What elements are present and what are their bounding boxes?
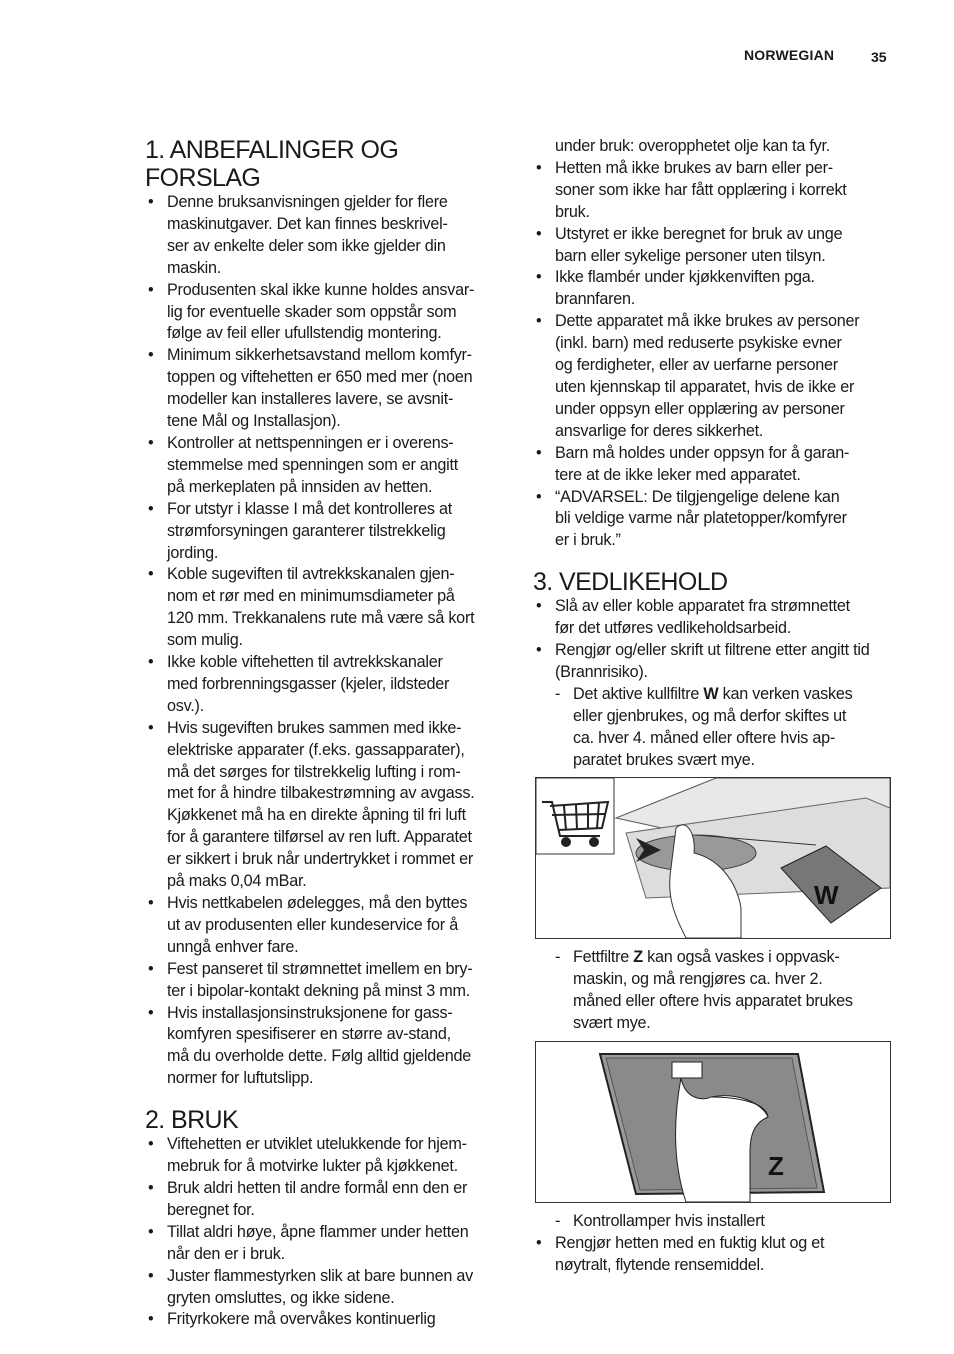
- bullet-marker: •: [148, 959, 154, 978]
- dash2-line: svært mye.: [573, 1014, 651, 1033]
- bullet-line: Ikke flambér under kjøkkenviften pga.: [555, 268, 815, 287]
- dash2-pre: Fettfiltre: [573, 948, 634, 967]
- bullet-item: [533, 443, 893, 487]
- bullet-line: på merkeplaten på innsiden av hetten.: [167, 477, 433, 496]
- bullet-line: maskinutgaver. Det kan finnes beskrivel-: [167, 214, 448, 233]
- bullet-line: Kontroller at nettspenningen er i overens-: [167, 433, 454, 452]
- dash2-post: kan også vaskes i oppvask-: [642, 948, 840, 967]
- bullet-item: [145, 893, 505, 959]
- bullet-line: Utstyret er ikke beregnet for bruk av unge: [555, 224, 843, 243]
- bullet-line: Tillat aldri høye, åpne flammer under hetten: [167, 1222, 469, 1241]
- dash1-line: paratet brukes svært mye.: [573, 750, 755, 769]
- last-line: nøytralt, flytende rensemiddel.: [555, 1255, 765, 1274]
- header-language: NORWEGIAN: [744, 47, 835, 63]
- section-1-list: [145, 192, 505, 1090]
- bullet-line: for å garantere tilførsel av ren luft. Apparatet: [167, 828, 472, 847]
- bullet-marker: •: [148, 433, 154, 452]
- bullet-marker: •: [148, 1178, 154, 1197]
- bullet-line: strømforsyningen garanterer tilstrekkelig: [167, 521, 446, 540]
- dash1-line: ca. hver 4. måned eller oftere hvis ap-: [573, 728, 835, 747]
- bullet-marker: •: [148, 1003, 154, 1022]
- bullet-item: [533, 311, 893, 442]
- bullet-line: Kjøkkenet må ha en direkte åpning til fri luft: [167, 806, 466, 825]
- bullet-item: [145, 1134, 505, 1178]
- bullet-item: [145, 345, 505, 433]
- section-2-title: 2. BRUK: [145, 1106, 239, 1135]
- dash1-bold: W: [703, 684, 719, 703]
- bullet-item: [145, 499, 505, 565]
- bullet-line: lig for eventuelle skader som oppstår som: [167, 302, 457, 321]
- bullet-line: maskin.: [167, 258, 222, 277]
- bullet-marker: •: [148, 1135, 154, 1154]
- bullet-item: [145, 1266, 505, 1310]
- bullet-line: ansvarlige for deres sikkerhet.: [555, 421, 764, 440]
- dash3-text: Kontrollamper hvis installert: [573, 1212, 765, 1231]
- dash2-bold: Z: [633, 948, 643, 967]
- bullet-line: beregnet for.: [167, 1200, 255, 1219]
- dash1-post: kan verken vaskes: [718, 684, 853, 703]
- bullet-line: Denne bruksanvisningen gjelder for flere: [167, 193, 448, 211]
- bullet-line: (Brannrisiko).: [555, 662, 648, 681]
- bullet-line: under oppsyn eller opplæring av personer: [555, 399, 845, 418]
- bullet-marker: •: [148, 653, 154, 672]
- bullet-line: når den er i bruk.: [167, 1244, 285, 1263]
- bullet-marker: •: [536, 443, 542, 462]
- dash-item-control-lamps: - Kontrollamper hvis installert: [555, 1212, 765, 1231]
- bullet-line: bli veldige varme når platetopper/komfyrer: [555, 509, 847, 528]
- bullet-item: [533, 267, 893, 311]
- bullet-line: Rengjør og/eller skrift ut filtrene etter angitt tid: [555, 641, 870, 660]
- bullet-marker: •: [536, 641, 542, 660]
- bullet-line: følge av feil eller ufullstendig montering.: [167, 324, 442, 343]
- bullet-line: Bruk aldri hetten til andre formål enn den er: [167, 1178, 468, 1197]
- bullet-item: [533, 487, 893, 553]
- bullet-line: tere at de ikke leker med apparatet.: [555, 465, 801, 484]
- dash-item-charcoal-filter: - Det aktive kullfiltre W kan verken vaskes eller gjenbrukes, og må derfor skiftes ut ca. hver 4. måned eller oftere hvis ap- paratet brukes svært mye.: [555, 684, 853, 769]
- bullet-item: [145, 1003, 505, 1091]
- bullet-line: er i bruk.”: [555, 531, 621, 550]
- bullet-marker: •: [148, 280, 154, 299]
- charcoal-filter-figure: [535, 777, 891, 939]
- bullet-line: med forbrenningsgasser (kjeler, ildsteder: [167, 674, 450, 693]
- bullet-line: Juster flammestyrken slik at bare bunnen av: [167, 1266, 473, 1285]
- bullet-line: (inkl. barn) med reduserte psykiske evner: [555, 334, 842, 353]
- bullet-line: komfyren spesifiserer en større av-stand,: [167, 1025, 451, 1044]
- bullet-line: For utstyr i klasse I må det kontrolleres at: [167, 499, 452, 518]
- bullet-line: Minimum sikkerhetsavstand mellom komfyr-: [167, 346, 472, 365]
- dash2-line: maskin, og må rengjøres ca. hver 2.: [573, 970, 823, 989]
- bullet-line: gryten omsluttes, og ikke sidene.: [167, 1288, 395, 1307]
- bullet-line: barn eller sykelige personer uten tilsyn.: [555, 246, 826, 265]
- dash1-line: eller gjenbrukes, og må derfor skiftes ut: [573, 706, 847, 725]
- bullet-item: [145, 1222, 505, 1266]
- bullet-line: met for å hindre tilbakestrømning av avgass.: [167, 784, 475, 803]
- bullet-line: Viftehetten er utviklet utelukkende for hjem-: [167, 1135, 467, 1154]
- bullet-item: [145, 1309, 505, 1331]
- bullet-item: [145, 1178, 505, 1222]
- fig1-label: W: [814, 880, 839, 911]
- bullet-line: Dette apparatet må ikke brukes av personer: [555, 312, 860, 331]
- bullet-item: [533, 158, 893, 224]
- bullet-line: soner som ikke har fått opplæring i korrekt: [555, 180, 847, 199]
- bullet-line: ter i bipolar-kontakt dekning på minst 3 mm.: [167, 981, 470, 1000]
- bullet-line: stemmelse med spenningen som er angitt: [167, 455, 459, 474]
- bullet-marker: •: [148, 565, 154, 584]
- bullet-item: [145, 192, 505, 280]
- bullet-marker: •: [148, 346, 154, 365]
- bullet-line: ut av produsenten eller kundeservice for å: [167, 915, 458, 934]
- dash1-pre: Det aktive kullfiltre: [573, 684, 704, 703]
- bullet-line: Produsenten skal ikke kunne holdes ansvar-: [167, 280, 475, 299]
- bullet-line: må det sørges for tilstrekkelig lufting i rom-: [167, 762, 461, 781]
- left-column: [145, 136, 505, 1331]
- bullet-line: 120 mm. Trekkanalens rute må være så kort: [167, 609, 475, 628]
- bullet-marker: •: [148, 1310, 154, 1329]
- bullet-item: [145, 718, 505, 893]
- bullet-marker: •: [148, 718, 154, 737]
- bullet-line: tene Mål og Installasjon).: [167, 412, 341, 431]
- section-3-title: 3. VEDLIKEHOLD: [533, 568, 728, 597]
- bullet-line: Frityrkokere må overvåkes kontinuerlig: [167, 1310, 436, 1329]
- dash-item-grease-filter: - Fettfiltre Z kan også vaskes i oppvask- maskin, og må rengjøres ca. hver 2. måned eller oftere hvis apparatet brukes svært mye.: [555, 948, 853, 1033]
- bullet-line: mebruk for å motvirke lukter på kjøkkenet.: [167, 1157, 458, 1176]
- bullet-line: brannfaren.: [555, 290, 636, 309]
- bullet-line: Fest panseret til strømnettet imellem en bry-: [167, 959, 473, 978]
- bullet-line: og ferdigheter, eller av uerfarne personer: [555, 356, 838, 375]
- section-2-continuation: under bruk: overopphetet olje kan ta fyr.: [555, 137, 831, 155]
- section-2-list-continued: [533, 158, 893, 552]
- bullet-line: er sikkert i bruk når undertrykket i rommet er: [167, 850, 474, 869]
- bullet-line: nom et rør med en minimumsdiameter på: [167, 587, 455, 606]
- bullet-marker: •: [148, 499, 154, 518]
- bullet-item: [533, 640, 893, 684]
- bullet-line: Koble sugeviften til avtrekkskanalen gjen-: [167, 565, 455, 584]
- bullet-line: Ikke koble viftehetten til avtrekkskanaler: [167, 653, 443, 672]
- bullet-item: [145, 433, 505, 499]
- bullet-item: [533, 224, 893, 268]
- bullet-item: [533, 596, 893, 640]
- section-2-list: [145, 1134, 505, 1331]
- bullet-marker: •: [536, 597, 542, 616]
- bullet-marker: •: [536, 312, 542, 331]
- bullet-marker: •: [536, 487, 542, 506]
- charcoal-filter-illustration: [536, 778, 890, 938]
- bullet-marker: •: [148, 1222, 154, 1241]
- bullet-marker: •: [536, 224, 542, 243]
- bullet-line: osv.).: [167, 696, 204, 715]
- right-column: [533, 136, 893, 1277]
- bullet-line: på maks 0,04 mBar.: [167, 872, 307, 891]
- bullet-line: jording.: [167, 543, 219, 562]
- bullet-line: unngå enhver fare.: [167, 937, 299, 956]
- bullet-marker: •: [148, 1266, 154, 1285]
- last-line: Rengjør hetten med en fuktig klut og et: [555, 1234, 825, 1252]
- bullet-line: bruk.: [555, 202, 590, 221]
- bullet-line: toppen og viftehetten er 650 med mer (noen: [167, 368, 473, 387]
- bullet-line: Slå av eller koble apparatet fra strømnettet: [555, 597, 850, 616]
- grease-filter-figure: [535, 1041, 891, 1203]
- bullet-line: uten kjennskap til apparatet, hvis de ikke er: [555, 377, 855, 396]
- section-3-list: [533, 596, 893, 684]
- bullet-line: før det utføres vedlikeholdsarbeid.: [555, 619, 791, 638]
- bullet-line: Hvis installasjonsinstruksjonene for gass-: [167, 1003, 453, 1022]
- bullet-marker: •: [536, 268, 542, 287]
- bullet-line: modeller kan installeres lavere, se avsnit-: [167, 390, 454, 409]
- bullet-line: elektriske apparater (f.eks. gassapparater),: [167, 740, 465, 759]
- grease-filter-illustration: [536, 1042, 890, 1202]
- bullet-line: som mulig.: [167, 631, 243, 650]
- bullet-line: normer for luftutslipp.: [167, 1069, 314, 1088]
- section-1-title: 1. ANBEFALINGER OG FORSLAG: [145, 136, 399, 192]
- bullet-marker: •: [148, 193, 154, 211]
- fig2-label: Z: [768, 1151, 784, 1182]
- bullet-item: [145, 959, 505, 1003]
- bullet-marker: •: [148, 894, 154, 912]
- bullet-marker: •: [536, 158, 542, 177]
- bullet-item: [145, 280, 505, 346]
- bullet-item: [145, 564, 505, 652]
- bullet-line: må du overholde dette. Følg alltid gjeldende: [167, 1047, 471, 1066]
- bullet-line: Hvis nettkabelen ødelegges, må den byttes: [167, 894, 468, 912]
- bullet-line: “ADVARSEL: De tilgjengelige delene kan: [555, 487, 840, 506]
- bullet-item: [145, 652, 505, 718]
- bullet-line: Hvis sugeviften brukes sammen med ikke-: [167, 718, 462, 737]
- bullet-item: • Rengjør hetten med en fuktig klut og et nøytralt, flytende rensemiddel.: [536, 1234, 825, 1274]
- dash2-line: måned eller oftere hvis apparatet brukes: [573, 992, 853, 1011]
- bullet-line: Barn må holdes under oppsyn for å garan-: [555, 443, 850, 462]
- bullet-line: ser av enkelte deler som ikke gjelder din: [167, 236, 446, 255]
- bullet-line: Hetten må ikke brukes av barn eller per-: [555, 158, 833, 177]
- page-number: 35: [871, 49, 887, 65]
